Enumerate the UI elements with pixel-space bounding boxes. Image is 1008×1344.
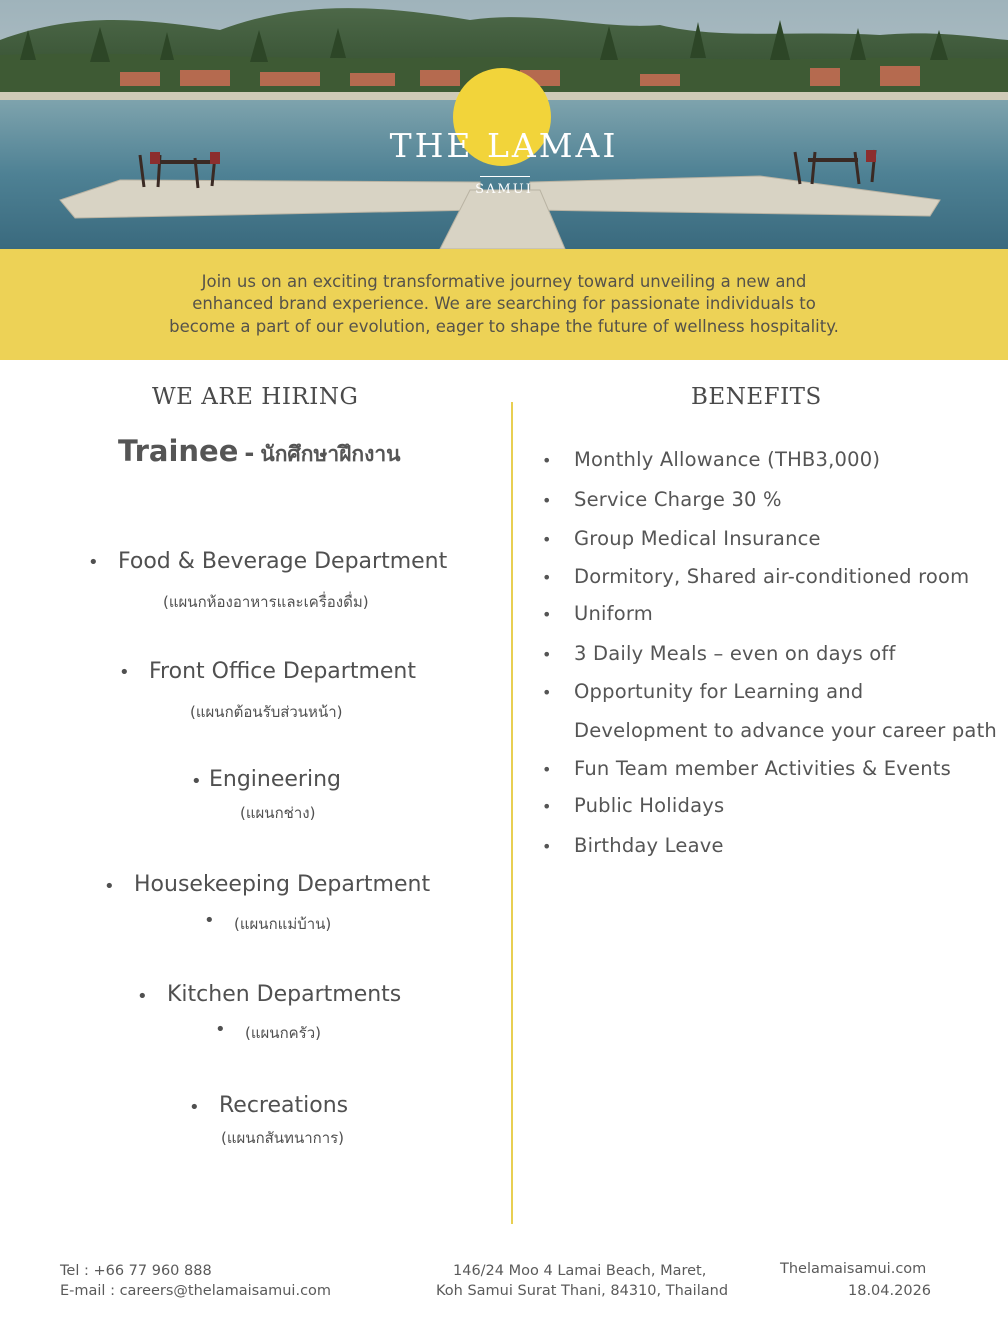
bullet: • [191, 771, 202, 792]
bullet: • [542, 530, 552, 549]
trainee-title [118, 434, 401, 471]
benefit-item: Dormitory, Shared air-conditioned room [574, 565, 970, 588]
bullet: • [542, 491, 552, 510]
footer-website[interactable]: Thelamaisamui.com [780, 1261, 927, 1277]
benefit-item: Uniform [574, 602, 653, 625]
column-divider [511, 402, 513, 1224]
footer-address-line2: Koh Samui Surat Thani, 84310, Thailand [436, 1283, 729, 1299]
trainee-th: นักศึกษาฝึกงาน [260, 442, 401, 466]
bullet: • [119, 662, 130, 683]
benefit-item: Public Holidays [574, 794, 725, 817]
logo-rule [480, 176, 530, 177]
bullet: • [542, 760, 552, 779]
department-thai: (แผนกต้อนรับส่วนหน้า) [190, 703, 343, 721]
intro-line: Join us on an exciting transformative journey toward unveiling a new and [201, 272, 807, 291]
bullet: • [189, 1097, 200, 1118]
trainee-sep: - [244, 439, 255, 467]
benefit-item: 3 Daily Meals – even on days off [574, 642, 896, 665]
department-thai: (แผนกห้องอาหารและเครื่องดื่ม) [163, 593, 369, 611]
logo-subtitle: SAMUI [475, 182, 533, 197]
resort-beach-illustration [0, 0, 1008, 249]
hero-photo [0, 0, 1008, 249]
department-name: Housekeeping Department [134, 872, 431, 897]
department-name: Recreations [219, 1093, 349, 1118]
benefit-item: Monthly Allowance (THB3,000) [574, 448, 881, 471]
department-name: Front Office Department [149, 659, 416, 684]
benefit-item: Group Medical Insurance [574, 527, 821, 550]
department-thai: (แผนกแม่บ้าน) [234, 915, 332, 933]
benefit-item: Birthday Leave [574, 834, 724, 857]
bullet: • [88, 552, 99, 573]
bullet: • [542, 645, 552, 664]
bullet: • [215, 1019, 226, 1040]
benefit-item-continued: Development to advance your career path [574, 719, 997, 742]
department-name: Kitchen Departments [167, 982, 402, 1007]
bullet: • [542, 797, 552, 816]
intro-line: become a part of our evolution, eager to shape the future of wellness hospitality. [169, 317, 839, 336]
department-thai: (แผนกครัว) [245, 1024, 322, 1042]
trainee-en: Trainee [118, 434, 239, 468]
department-name: Engineering [209, 767, 341, 792]
footer-date: 18.04.2026 [848, 1283, 932, 1299]
department-thai: (แผนกช่าง) [240, 804, 316, 822]
bullet: • [542, 605, 552, 624]
department-thai: (แผนกสันทนาการ) [221, 1129, 345, 1147]
bullet: • [104, 876, 115, 897]
intro-band [0, 249, 1008, 360]
bullet: • [542, 683, 552, 702]
department-name: Food & Beverage Department [118, 549, 448, 574]
footer-email[interactable]: E-mail : careers@thelamaisamui.com [60, 1283, 332, 1299]
benefit-item: Service Charge 30 % [574, 488, 782, 511]
benefit-item: Opportunity for Learning and [574, 680, 864, 703]
hiring-heading: WE ARE HIRING [152, 384, 359, 410]
bullet: • [204, 910, 215, 931]
benefits-heading: BENEFITS [691, 384, 822, 410]
benefit-item: Fun Team member Activities & Events [574, 757, 951, 780]
footer-address-line1: 146/24 Moo 4 Lamai Beach, Maret, [453, 1263, 707, 1279]
footer-tel: Tel : +66 77 960 888 [60, 1263, 212, 1279]
bullet: • [542, 568, 552, 587]
bullet: • [542, 451, 552, 470]
bullet: • [137, 986, 148, 1007]
logo-title: THE LAMAI [389, 126, 619, 165]
intro-line: enhanced brand experience. We are searching for passionate individuals to [192, 294, 816, 313]
bullet: • [542, 837, 552, 856]
